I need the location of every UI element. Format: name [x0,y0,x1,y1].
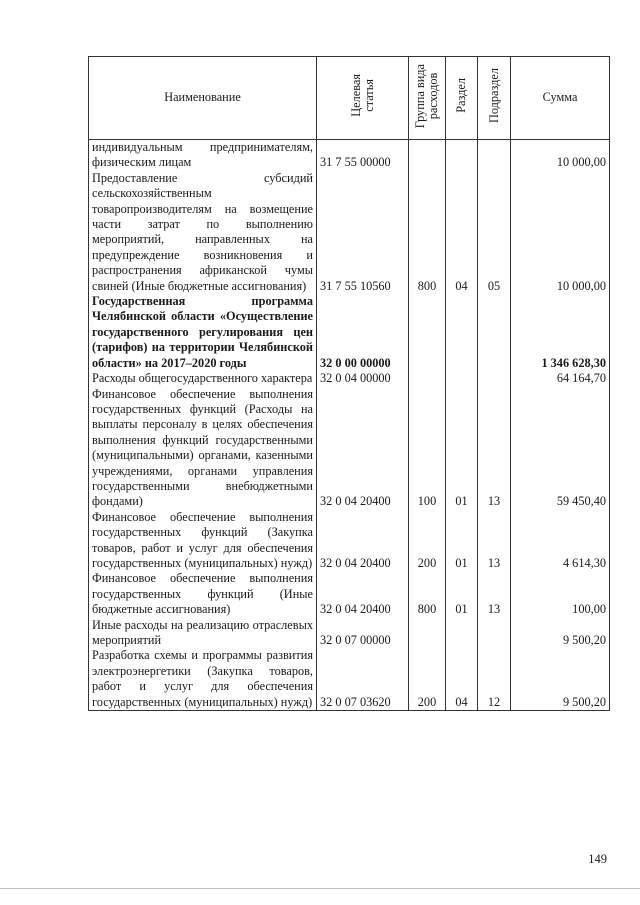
row-sum: 59 450,40 [511,387,610,510]
row-expense-group: 100 [409,387,446,510]
row-section: 04 [446,648,478,710]
row-target-code: 32 0 04 00000 [317,371,409,386]
row-expense-group: 200 [409,648,446,710]
header-subsection: Подраздел [478,57,511,140]
row-target-code: 32 0 00 00000 [317,294,409,371]
row-name: Финансовое обеспечение выполнения государственных функций (Расходы на выплаты персоналу в целях обеспечения выполнения функций государственными (муниципальными) органами, казенными учреждениями, органами управления государственными внебюджетными фондами) [89,387,317,510]
row-name: Государственная программа Челябинской области «Осуществление государственного регулирования цен (тарифов) на территории Челябинской области» на 2017–2020 годы [89,294,317,371]
row-name: Предоставление субсидий сельскохозяйственным товаропроизводителям на возмещение части затрат по выполнению мероприятий, направленных на предупреждение возникновения и распространения африканской чумы свиней (Иные бюджетные ассигнования) [89,171,317,294]
row-sum: 10 000,00 [511,171,610,294]
row-expense-group: 800 [409,571,446,617]
header-sum: Сумма [511,57,610,140]
row-target-code: 32 0 07 03620 [317,648,409,710]
row-subsection [478,618,511,649]
header-section: Раздел [446,57,478,140]
row-name: Финансовое обеспечение выполнения государственных функций (Иные бюджетные ассигнования) [89,571,317,617]
table-row [89,371,610,386]
table-header-row [89,57,610,140]
row-section [446,371,478,386]
row-expense-group: 200 [409,510,446,572]
row-target-code: 32 0 07 00000 [317,618,409,649]
row-expense-group [409,371,446,386]
row-section: 01 [446,387,478,510]
row-sum: 1 346 628,30 [511,294,610,371]
row-section: 01 [446,510,478,572]
row-subsection: 13 [478,387,511,510]
row-name: Разработка схемы и программы развития электроэнергетики (Закупка товаров, работ и услуг для обеспечения государственных (муниципальных) нужд) [89,648,317,710]
header-target-article: Целевая статья [317,57,409,140]
row-section [446,294,478,371]
page-number: 149 [588,852,607,866]
row-sum: 100,00 [511,571,610,617]
row-sum: 4 614,30 [511,510,610,572]
row-subsection: 13 [478,510,511,572]
table-row [89,171,610,294]
row-subsection [478,294,511,371]
row-section [446,618,478,649]
row-sum: 10 000,00 [511,140,610,171]
row-section [446,140,478,171]
row-sum: 9 500,20 [511,648,610,710]
table-row [89,571,610,617]
row-target-code: 31 7 55 10560 [317,171,409,294]
header-name: Наименование [89,57,317,140]
row-target-code: 32 0 04 20400 [317,510,409,572]
row-section: 01 [446,571,478,617]
row-name: Иные расходы на реализацию отраслевых мероприятий [89,618,317,649]
row-name: индивидуальным предпринимателям, физическим лицам [89,140,317,171]
row-sum: 64 164,70 [511,371,610,386]
row-subsection [478,140,511,171]
table-row [89,294,610,371]
row-name: Расходы общегосударственного характера [89,371,317,386]
budget-table [88,56,610,711]
header-expense-group: Группа вида расходов [409,57,446,140]
table-row [89,140,610,171]
table-row [89,387,610,510]
table-row [89,510,610,572]
row-subsection: 05 [478,171,511,294]
row-sum: 9 500,20 [511,618,610,649]
table-body [89,140,610,711]
row-target-code: 32 0 04 20400 [317,571,409,617]
row-expense-group [409,140,446,171]
row-subsection: 12 [478,648,511,710]
row-expense-group: 800 [409,171,446,294]
footer-divider [0,888,640,889]
table-row [89,618,610,649]
row-section: 04 [446,171,478,294]
row-expense-group [409,618,446,649]
row-expense-group [409,294,446,371]
row-subsection [478,371,511,386]
row-target-code: 32 0 04 20400 [317,387,409,510]
row-target-code: 31 7 55 00000 [317,140,409,171]
row-name: Финансовое обеспечение выполнения государственных функций (Закупка товаров, работ и услуг для обеспечения государственных (муниципальных) нужд) [89,510,317,572]
row-subsection: 13 [478,571,511,617]
table-row [89,648,610,710]
